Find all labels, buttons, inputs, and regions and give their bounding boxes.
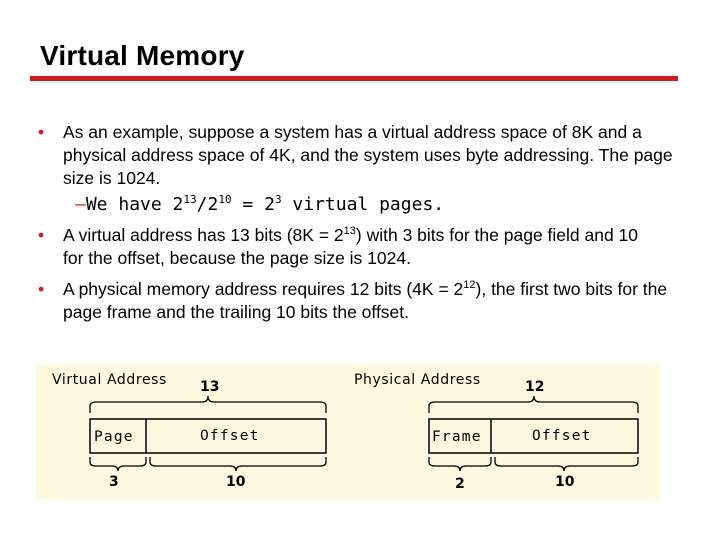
physical-frame-field: Frame — [432, 429, 482, 445]
virtual-offset-brace — [150, 457, 326, 471]
bullet-2-text — [63, 224, 663, 270]
virtual-total-bits: 13 — [200, 379, 220, 395]
address-diagram-svg — [36, 364, 660, 500]
sub-text-c: = 2 — [231, 194, 275, 215]
bullet-marker: • — [38, 122, 45, 142]
virtual-top-brace — [90, 396, 326, 413]
sub-sup-a: 13 — [183, 193, 197, 206]
bullet-marker: • — [38, 225, 45, 245]
physical-offset-field: Offset — [532, 428, 592, 444]
physical-total-bits: 12 — [525, 379, 545, 395]
title-underline — [30, 76, 678, 81]
virtual-offset-field: Offset — [200, 428, 260, 444]
physical-offset-brace — [495, 457, 638, 471]
sub-text-d: virtual pages. — [281, 194, 445, 215]
bullet-3-part-a: A physical memory address requires 12 bits (4K = 2 — [63, 279, 464, 299]
virtual-address-label: Virtual Address — [52, 372, 167, 388]
virtual-page-bits: 3 — [109, 474, 119, 490]
bullet-2-sup: 13 — [343, 225, 356, 238]
bullet-2-part-a: A virtual address has 13 bits (8K = 2 — [63, 225, 344, 245]
bullet-3-sup: 12 — [463, 279, 476, 292]
sub-bullet-virtual-pages — [75, 193, 444, 217]
address-format-diagram — [36, 364, 660, 500]
slide-title: Virtual Memory — [40, 40, 245, 71]
bullet-3-text — [63, 278, 693, 324]
physical-offset-bits: 10 — [555, 474, 575, 490]
sub-sup-c: 3 — [274, 193, 282, 206]
virtual-page-field: Page — [94, 429, 134, 445]
physical-frame-bits: 2 — [455, 476, 465, 492]
physical-top-brace — [429, 396, 638, 413]
bullet-3-part-b: ), the first two bits for the page frame and the trailing 10 bits the offset. — [63, 279, 668, 322]
physical-frame-brace — [429, 457, 491, 471]
sub-dash: — — [75, 194, 86, 215]
bullet-marker: • — [38, 279, 45, 299]
virtual-page-brace — [90, 457, 146, 471]
sub-text-a: We have 2 — [85, 194, 184, 215]
bullet-1-text: As an example, suppose a system has a virtual address space of 8K and a physical address space of 4K, and the system uses byte addressing. The page size is 1024. — [63, 122, 673, 188]
virtual-offset-bits: 10 — [226, 474, 246, 490]
bullet-2-part-b: ) with 3 bits for the page field and 10 for the offset, because the page size is 1024. — [63, 225, 639, 268]
physical-address-label: Physical Address — [354, 372, 481, 388]
sub-sup-b: 10 — [218, 193, 232, 206]
sub-text-b: /2 — [196, 194, 219, 215]
